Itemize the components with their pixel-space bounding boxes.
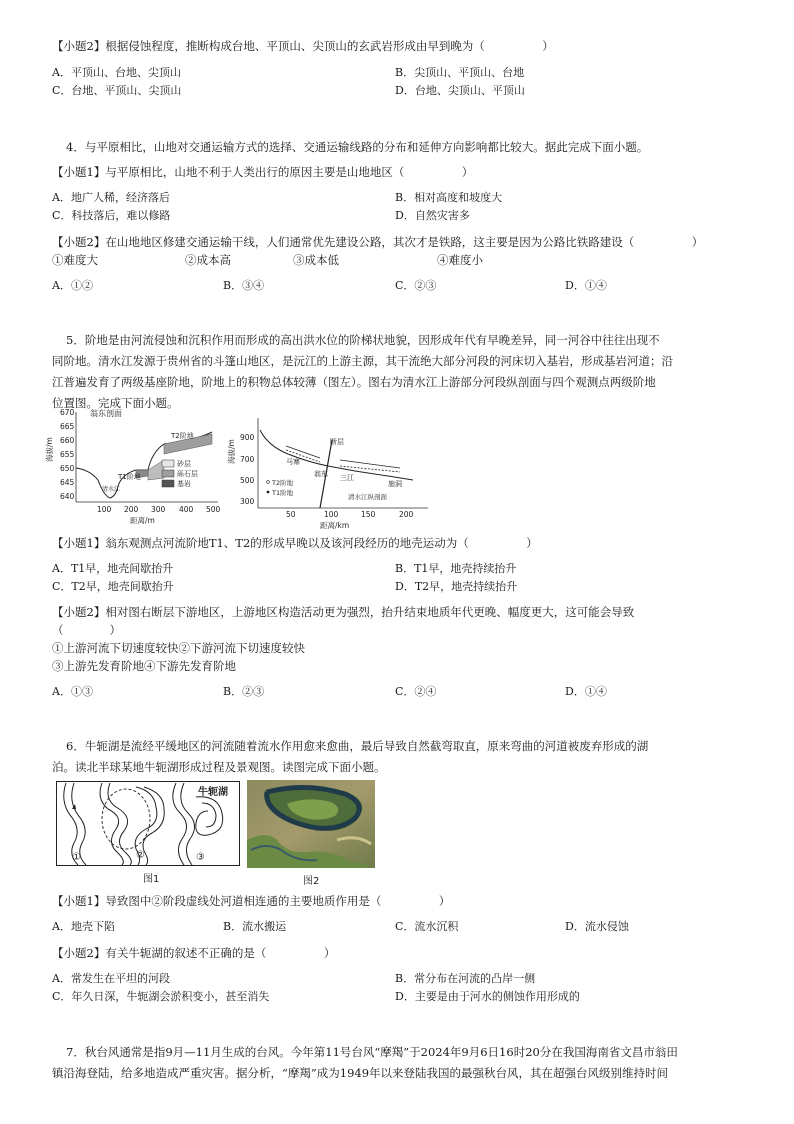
t1-terrace-label: T1阶地 (118, 473, 141, 481)
q4-sub1-option-d[interactable]: D．自然灾害多 (395, 209, 470, 222)
y-tick: 500 (240, 476, 255, 485)
q5-right-longitudinal-profile (228, 412, 438, 530)
legend-bedrock: 基岩 (177, 480, 191, 488)
q4-sub2-option-b[interactable]: B．③④ (223, 279, 265, 292)
left-fig-title: 翁东剖面 (90, 409, 122, 418)
t2-terrace-label: T2阶地 (171, 432, 194, 440)
q5-intro-line-2: 同阶地。清水江发源于贵州省的斗篷山地区，是沅江的上游主源，其干流绝大部分河段的河床切入基岩，形成基岩河道；沿 (52, 354, 673, 368)
q5-sub1-option-b[interactable]: B．T1早，地壳持续抬升 (395, 562, 517, 575)
x-tick: 150 (361, 510, 376, 519)
q4-sub1-option-c[interactable]: C．科技落后，难以修路 (52, 209, 171, 222)
q6-oxbow-landscape-photo (247, 780, 375, 868)
oxbow-lake-label: 牛轭湖 (198, 787, 228, 798)
bedrock-swatch (162, 480, 174, 487)
q6-sub2-stem: 【小题2】有关牛轭湖的叙述不正确的是（ ） (52, 946, 336, 960)
site-wengdong: 翁东 (314, 470, 328, 478)
q5-sub1-stem: 【小题1】翁东观测点河流阶地T1、T2的形成早晚以及该河段经历的地壳运动为（ ） (52, 536, 538, 550)
q6-sub2-option-b[interactable]: B．常分布在河流的凸岸一侧 (395, 972, 536, 985)
figure-1-caption: 图1 (143, 874, 160, 885)
site-mazhai: 马寨 (286, 458, 300, 466)
y-tick: 700 (240, 455, 255, 464)
legend-t1: T1阶地 (272, 489, 294, 497)
y-tick: 660 (60, 436, 75, 445)
y-tick: 655 (60, 450, 75, 459)
x-tick: 100 (97, 505, 112, 514)
q4-sub2-item-4: ④难度小 (437, 253, 483, 267)
q4-sub1-option-b[interactable]: B．相对高度和坡度大 (395, 191, 503, 204)
q6-sub1-option-a[interactable]: A．地壳下陷 (52, 920, 115, 933)
q4-sub2-option-d[interactable]: D．①④ (565, 279, 607, 292)
q3-sub2-option-c[interactable]: C．台地、平顶山、尖顶山 (52, 84, 182, 97)
q5-intro-line-3: 江普遍发育了两级基座阶地，阶地上的积物总体较薄（图左）。图右为清水江上游部分河段纵剖面与四个观测点两级阶地 (52, 375, 656, 389)
q4-intro: 4．与平原相比，山地对交通运输方式的选择、交通运输线路的分布和延伸方向影响都比较大。据此完成下面小题。 (66, 140, 649, 154)
q4-sub2-item-3: ③成本低 (293, 253, 339, 267)
q6-sub2-option-a[interactable]: A．常发生在平坦的河段 (52, 972, 170, 985)
q6-sub1-stem: 【小题1】导致图中②阶段虚线处河道相连通的主要地质作用是（ ） (52, 894, 451, 908)
q6-oxbow-formation-diagram (56, 781, 240, 867)
q5-sub1-option-d[interactable]: D．T2早，地壳持续抬升 (395, 580, 518, 593)
q5-sub2-option-d[interactable]: D．①④ (565, 685, 607, 698)
q5-sub2-option-b[interactable]: B．②③ (223, 685, 265, 698)
y-tick: 900 (240, 433, 255, 442)
q5-sub2-items-1: ①上游河流下切速度较快②下游河流下切速度较快 (52, 641, 305, 655)
site-shidong: 施洞 (388, 480, 402, 488)
y-tick: 665 (60, 422, 75, 431)
q6-intro-line-1: 6．牛轭湖是流经平缓地区的河流随着流水作用愈来愈曲，最后导致自然截弯取直，原来弯曲的河道被废弃形成的湖 (66, 739, 649, 753)
q3-sub2-option-b[interactable]: B．尖顶山、平顶山、台地 (395, 66, 525, 79)
q6-sub2-option-c[interactable]: C．年久日深，牛轭湖会淤积变小，甚至消失 (52, 990, 270, 1003)
profile-label: 清水江纵剖面 (348, 493, 387, 501)
y-axis-label: 海拔/m (227, 439, 236, 464)
x-tick: 50 (286, 510, 296, 519)
stage-3-label: ③ (196, 852, 205, 863)
fault-label: 断层 (330, 438, 344, 446)
q4-sub2-option-c[interactable]: C．②③ (395, 279, 437, 292)
x-tick: 300 (151, 505, 166, 514)
q6-sub1-option-c[interactable]: C．流水沉积 (395, 920, 459, 933)
gravel-layer-swatch (162, 470, 174, 477)
sand-layer-swatch (162, 460, 174, 467)
q4-sub2-item-2: ②成本高 (185, 253, 231, 267)
q3-sub2-stem: 【小题2】根据侵蚀程度，推断构成台地、平顶山、尖顶山的玄武岩形成由早到晚为（ ） (52, 39, 554, 53)
q5-sub2-items-2: ③上游先发育阶地④下游先发育阶地 (52, 659, 236, 673)
site-sanjiang: 三江 (340, 474, 354, 482)
q5-sub2-stem: 【小题2】相对图右断层下游地区，上游地区构造活动更为强烈，抬升结束地质年代更晚、幅度更大，这可能会导致 (52, 605, 635, 619)
stage-1-label: ① (72, 852, 81, 863)
legend-sand: 砂层 (177, 460, 191, 468)
q5-sub1-option-a[interactable]: A．T1早，地壳间歇抬升 (52, 562, 174, 575)
q7-intro-line-2: 镇沿海登陆，给多地造成严重灾害。据分析，“摩羯”成为1949年以来登陆我国的最强秋台风，其在超强台风级别维持时间 (52, 1066, 669, 1080)
q5-sub2-option-a[interactable]: A．①③ (52, 685, 93, 698)
x-tick: 500 (206, 505, 221, 514)
q6-sub2-option-d[interactable]: D．主要是由于河水的侧蚀作用形成的 (395, 990, 580, 1003)
x-tick: 100 (324, 510, 339, 519)
q4-sub2-option-a[interactable]: A．①② (52, 279, 93, 292)
q4-sub1-stem: 【小题1】与平原相比，山地不利于人类出行的原因主要是山地地区（ ） (52, 165, 474, 179)
q5-sub2-paren: （ ） (52, 623, 121, 637)
x-tick: 400 (179, 505, 194, 514)
q4-sub2-stem: 【小题2】在山地地区修建交通运输干线，人们通常优先建设公路，其次才是铁路，这主要是因为公路比铁路建设（ ） (52, 235, 704, 249)
q6-intro-line-2: 泊。读北半球某地牛轭湖形成过程及景观图。读图完成下面小题。 (52, 760, 386, 774)
q5-intro-line-1: 5．阶地是由河流侵蚀和沉积作用而形成的高出洪水位的阶梯状地貌，因形成年代有早晚差异，同一河谷中往往出现不 (66, 333, 660, 347)
figure-2-caption: 图2 (303, 876, 320, 887)
q5-sub2-option-c[interactable]: C．②④ (395, 685, 437, 698)
river-label: 清水江 (102, 486, 121, 493)
q5-sub1-option-c[interactable]: C．T2早，地壳间歇抬升 (52, 580, 174, 593)
legend-t2: T2阶地 (272, 479, 294, 487)
y-tick: 670 (60, 408, 75, 417)
legend-gravel: 砾石层 (177, 470, 198, 478)
q3-sub2-option-a[interactable]: A．平顶山、台地、尖顶山 (52, 66, 181, 79)
x-axis-label: 距离/km (320, 521, 350, 530)
q7-intro-line-1: 7．秋台风通常是指9月—11月生成的台风。今年第11号台风“摩羯”于2024年9月6日16时20分在我国海南省文昌市翁田 (66, 1045, 678, 1059)
q6-sub1-option-b[interactable]: B．流水搬运 (223, 920, 287, 933)
q5-left-terrace-profile (40, 404, 230, 529)
x-axis-label: 距离/m (130, 516, 155, 525)
y-axis-label: 海拔/m (45, 437, 54, 462)
y-tick: 640 (60, 492, 75, 501)
q4-sub1-option-a[interactable]: A．地广人稀，经济落后 (52, 191, 170, 204)
q6-sub1-option-d[interactable]: D．流水侵蚀 (565, 920, 629, 933)
q3-sub2-option-d[interactable]: D．台地、尖顶山、平顶山 (395, 84, 525, 97)
q5-intro-line-4: 位置图。完成下面小题。 (52, 396, 179, 410)
stage-2-label: ② (136, 850, 145, 861)
x-tick: 200 (124, 505, 139, 514)
y-tick: 650 (60, 464, 75, 473)
x-tick: 200 (399, 510, 414, 519)
q4-sub2-item-1: ①难度大 (52, 253, 98, 267)
y-tick: 645 (60, 478, 75, 487)
y-tick: 300 (240, 497, 255, 506)
